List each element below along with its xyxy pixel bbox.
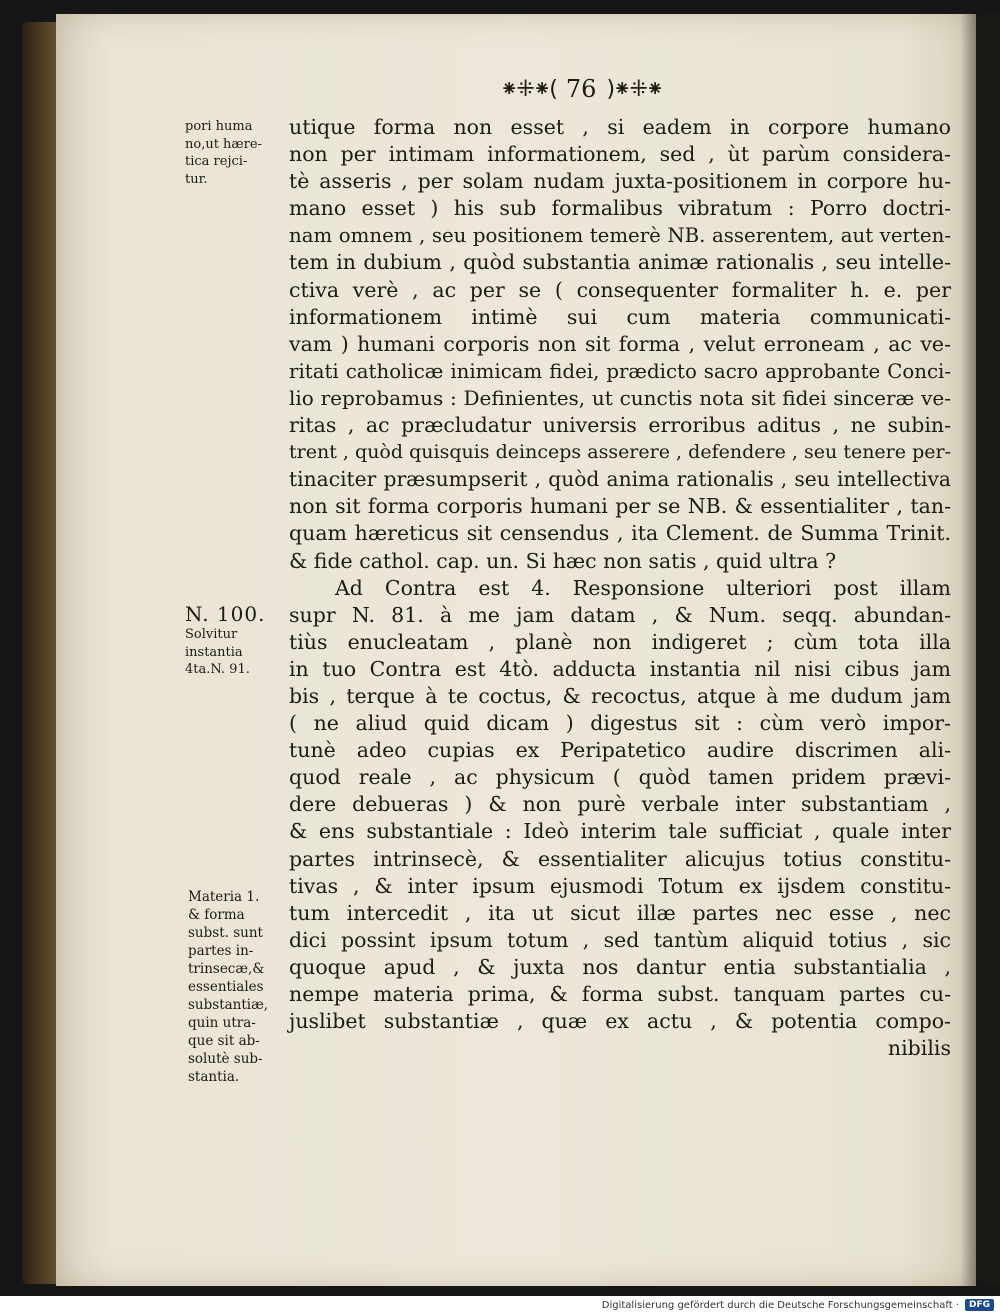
text-line: tinaciter præsumpserit , quòd anima rationalis , seu intellectiva xyxy=(289,467,951,492)
header-ornament-left: ⁕⁜⁕( xyxy=(500,76,556,102)
text-line: ctiva verè , ac per se ( consequenter formaliter h. e. per xyxy=(289,277,951,302)
text-line: tè asseris , per solam nudam juxta-positionem in corpore hu- xyxy=(289,169,951,194)
dfg-logo-icon: DFG xyxy=(965,1299,994,1311)
text-line: nempe materia prima, & forma subst. tanquam partes cu- xyxy=(289,982,951,1006)
margin-note-line: stantia. xyxy=(188,1069,240,1085)
margin-note-line: 4ta.N. 91. xyxy=(185,662,250,677)
margin-note-line: no,ut hære- xyxy=(185,136,262,152)
margin-note-line: essentiales xyxy=(188,979,264,995)
text-line: supr N. 81. à me jam datam , & Num. seqq. abundan- xyxy=(289,602,951,627)
text-line: tivas , & inter ipsum ejusmodi Totum ex ijsdem constitu- xyxy=(289,873,951,898)
margin-note-line: tica rejci- xyxy=(185,154,248,169)
text-line: Ad Contra est 4. Responsione ulteriori post illam xyxy=(335,575,951,600)
text-line: in tuo Contra est 4tò. adducta instantia nil nisi cibus jam xyxy=(289,656,951,681)
margin-note-section-100 xyxy=(185,602,265,679)
margin-note-materia xyxy=(188,888,268,1086)
text-line: tem in dubium , quòd substantia animæ rationalis , seu intelle- xyxy=(289,250,951,275)
margin-note-line: trinsecæ,& xyxy=(188,961,265,977)
text-line: tum intercedit , ita ut sicut illæ partes nec esse , nec xyxy=(289,900,951,925)
text-line: quoque apud , & juxta nos dantur entia substantialia , xyxy=(289,954,951,979)
text-line: lio reprobamus : Definientes, ut cunctis nota sit fidei sinceræ ve- xyxy=(289,385,951,410)
funding-credit: Digitalisierung gefördert durch die Deutsche Forschungsgemeinschaft · xyxy=(601,1299,959,1311)
text-line: tiùs enucleatam , planè non indigeret ; cùm tota illa xyxy=(289,629,951,654)
text-line: juslibet substantiæ , quæ ex actu , & potentia compo- xyxy=(289,1009,951,1034)
text-line: dici possint ipsum totum , sed tantùm aliquid totius , sic xyxy=(289,927,951,952)
margin-note-heresy xyxy=(185,118,262,188)
text-line: ritas , ac præcludatur universis erroribus aditus , ne subin- xyxy=(289,413,951,438)
margin-note-line: instantia xyxy=(185,644,243,660)
header-ornament-right: )⁕⁜⁕ xyxy=(606,76,663,102)
margin-note-line: subst. sunt xyxy=(188,925,263,941)
margin-note-line: & forma xyxy=(188,907,245,923)
margin-note-line: substantiæ, xyxy=(188,997,269,1013)
text-line: ( ne aliud quid dicam ) digestus sit : cùm verò impor- xyxy=(289,711,951,736)
margin-note-line: Materia 1. xyxy=(188,889,260,905)
section-number: N. 100. xyxy=(185,602,266,626)
text-line: non sit forma corporis humani per se NB. & essentialiter , tan- xyxy=(289,494,951,519)
text-line: bis , terque à te coctus, & recoctus, atque à me dudum jam xyxy=(289,683,951,708)
text-line: quam hæreticus sit censendus , ita Clement. de Summa Trinit. xyxy=(289,521,951,546)
margin-note-line: tur. xyxy=(185,171,208,187)
main-text-block xyxy=(289,114,951,1062)
digitization-footer xyxy=(0,1296,1000,1314)
page-header xyxy=(500,72,662,106)
margin-note-line: quin utra- xyxy=(188,1015,256,1031)
text-line: trent , quòd quisquis deinceps asserere , defendere , seu tenere per- xyxy=(289,441,951,464)
page-number: 76 xyxy=(565,75,597,103)
text-line: nam omnem , seu positionem temerè NB. asserentem, aut verten- xyxy=(289,224,951,248)
text-line: vam ) humani corporis non sit forma , velut erroneam , ac ve- xyxy=(289,331,951,356)
text-line: dere debueras ) & non purè verbale inter substantiam , xyxy=(289,792,951,817)
margin-note-line: pori huma xyxy=(185,119,253,134)
margin-note-line: que sit ab- xyxy=(188,1033,260,1049)
text-line: & fide cathol. cap. un. Si hæc non satis , quid ultra ? xyxy=(289,548,837,573)
text-line: utique forma non esset , si eadem in corpore humano xyxy=(289,115,951,139)
text-line: mano esset ) his sub formalibus vibratum : Porro doctri- xyxy=(289,196,951,221)
page-edge-shadow xyxy=(960,14,1000,1286)
catchword: nibilis xyxy=(887,1036,951,1061)
text-line: partes intrinsecè, & essentialiter alicujus totius constitu- xyxy=(289,846,951,871)
text-line: informationem intimè sui cum materia communicati- xyxy=(289,304,951,329)
text-line: non per intimam informationem, sed , ùt parùm considera- xyxy=(289,142,951,167)
margin-note-line: solutè sub- xyxy=(188,1051,263,1067)
text-line: ritati catholicæ inimicam fidei, prædicto sacro approbante Conci- xyxy=(289,359,951,383)
margin-note-line: Solvitur xyxy=(185,627,238,642)
margin-note-line: partes in- xyxy=(188,943,254,959)
text-line: quod reale , ac physicum ( quòd tamen pridem prævi- xyxy=(289,765,951,790)
text-line: tunè adeo cupias ex Peripatetico audire discrimen ali- xyxy=(289,738,951,763)
text-line: & ens substantiale : Ideò interim tale sufficiat , quale inter xyxy=(289,819,951,844)
